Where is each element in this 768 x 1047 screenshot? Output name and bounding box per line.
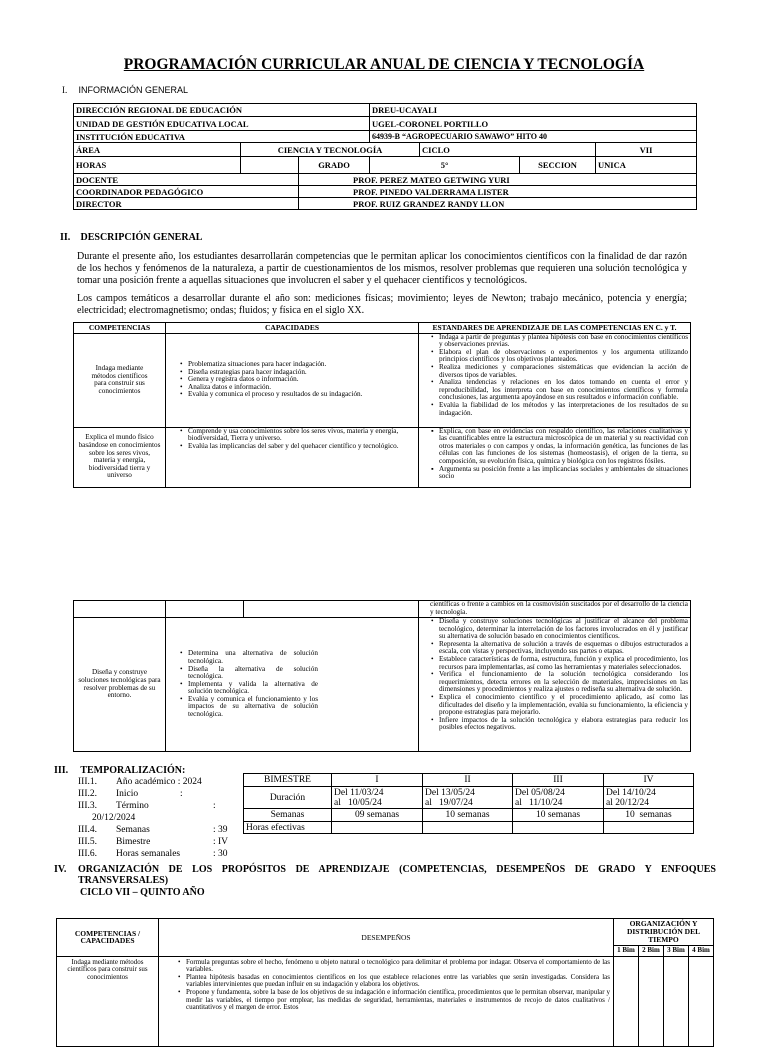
list-item: • Evalúa las implicancias del saber y del quehacer científico y tecnológico. (188, 443, 415, 451)
table-header: ESTANDARES DE APRENDIZAJE DE LAS COMPETENCIAS EN C. y T. (419, 323, 691, 334)
list-item: • Explica el conocimiento científico y el procedimiento aplicado, así como las dificultades del diseño y la implementación, evalúa su funcionamiento, la eficiencia y propone estrategias para mejorarlo. (439, 694, 688, 717)
table-header: 1 Bim (614, 946, 639, 957)
list-item: • Elabora el plan de observaciones o experimentos y los argumenta utilizando principios científicos y los objetivos planteados. (439, 349, 688, 364)
time-cell (689, 956, 714, 1046)
table-header: CAPACIDADES (166, 323, 419, 334)
info-value: CIENCIA Y TECNOLOGÍA (241, 143, 420, 157)
table-cell: 09 semanas (332, 809, 423, 822)
table-cell: 10 semanas (604, 809, 694, 822)
row-label: Duración (244, 787, 332, 809)
item-label: Semanas (116, 825, 150, 835)
list-item: • Evalúa y comunica el proceso y resultados de su indagación. (188, 391, 415, 399)
empty-cell (74, 601, 166, 618)
table-header: ORGANIZACIÓN Y DISTRIBUCIÓN DEL TIEMPO (614, 919, 714, 946)
table-cell (513, 787, 604, 809)
list-item: ▪ Argumenta su posición frente a las implicancias sociales y ambientales de situaciones socio (439, 466, 688, 481)
bimester-table (243, 773, 694, 834)
competency-cell: Diseña y construye soluciones tecnológicas para resolver problemas de su entorno. (74, 618, 166, 752)
table-header: I (332, 774, 423, 787)
page-title: PROGRAMACIÓN CURRICULAR ANUAL DE CIENCIA Y TECNOLOGÍA (123, 56, 645, 73)
learning-purposes-table (56, 918, 714, 1047)
info-key: HORAS (74, 157, 241, 174)
item-number: III.4. (78, 825, 97, 835)
list-item: • Realiza mediciones y comparaciones sistemáticas que evidencian la acción de diversos tipos de variables. (439, 364, 688, 379)
list-item: • Diseña la alternativa de solución tecnológica. (188, 666, 318, 681)
table-cell (513, 822, 604, 834)
table-header: 2 Bim (639, 946, 664, 957)
date-to: al 19/07/24 (425, 797, 473, 808)
section-2-heading (60, 232, 202, 243)
standards-cell (419, 333, 691, 427)
info-value: PROF. PEREZ MATEO GETWING YURI (299, 174, 697, 186)
date-from: Del 11/03/24 (334, 787, 384, 798)
table-header: COMPETENCIAS (74, 323, 166, 334)
list-item (78, 777, 238, 789)
row-label: Semanas (244, 809, 332, 822)
info-value: DREU-UCAYALI (370, 104, 697, 117)
description-paragraph: Durante el presente año, los estudiantes desarrollarán competencias que le permitan aplicar los conocimientos científicos con la finalidad de dar razón de los hechos y fenómenos de la naturaleza, a partir de cuestionamientos de los mismos, resolver problemas que requieren una solución tecnológica y tomar una posición frente a aquellas situaciones que involucren el saber y el quehacer científicos y tecnológicos. (77, 251, 687, 286)
item-number: III.3. (78, 801, 97, 811)
general-info-table (73, 103, 697, 210)
standards-cell (419, 427, 691, 487)
item-value: : (213, 801, 216, 811)
table-header: 4 Bim (689, 946, 714, 957)
date-from: Del 13/05/24 (425, 787, 475, 798)
date-to: al 11/10/24 (515, 797, 563, 808)
section-3-heading (54, 765, 185, 776)
competencies-table-continued (73, 600, 691, 752)
capacities-cell (166, 427, 419, 487)
info-key: CICLO (420, 143, 596, 157)
info-key: INSTITUCIÓN EDUCATIVA (74, 131, 370, 143)
description-paragraph: Los campos temáticos a desarrollar durante el año son: mediciones físicas; movimiento; leyes de Newton; trabajo mecánico, potencia y energía; electricidad; electromagnetismo; ondas; fluidos; y física en el siglo XX. (77, 293, 687, 316)
item-label: Horas semanales (116, 849, 181, 859)
empty-cell (166, 601, 244, 618)
info-key: GRADO (299, 157, 370, 174)
section-number: I. (62, 85, 68, 95)
table-cell: 10 semanas (513, 809, 604, 822)
section-label: ORGANIZACIÓN DE LOS PROPÓSITOS DE APRENDIZAJE (COMPETENCIAS, DESEMPEÑOS DE GRADO Y ENFOQUES TRANSVERSALES) (78, 864, 716, 886)
standards-cell (419, 618, 691, 752)
row-label: Horas efectivas (244, 822, 332, 834)
info-key: DIRECCIÓN REGIONAL DE EDUCACIÓN (74, 104, 370, 117)
date-from: Del 05/08/24 (515, 787, 565, 798)
capacities-cell (166, 333, 419, 427)
list-item (78, 813, 238, 825)
item-value: : (180, 789, 183, 799)
list-item: • Implementa y valida la alternativa de solución tecnológica. (188, 681, 318, 696)
info-value: UGEL-CORONEL PORTILLO (370, 117, 697, 131)
info-key: DOCENTE (74, 174, 299, 186)
performances-cell (159, 956, 614, 1046)
section-4-heading (54, 864, 716, 886)
table-header: II (423, 774, 513, 787)
table-cell (423, 787, 513, 809)
list-item: • Analiza datos e información. (188, 384, 415, 392)
time-cell (664, 956, 689, 1046)
item-value: : IV (213, 837, 229, 847)
section-4-subheading: CICLO VII – QUINTO AÑO (80, 887, 205, 898)
section-label: INFORMACIÓN GENERAL (78, 85, 189, 95)
info-value: PROF. PINEDO VALDERRAMA LISTER (299, 186, 697, 198)
competency-cell: Indaga mediante métodos científicos para construir sus conocimientos (74, 333, 166, 427)
item-number: III.6. (78, 849, 97, 859)
list-item: • Verifica el funcionamiento de la solución tecnológica considerando los requerimientos, detecta errores en la selección de materiales, imprecisiones en las dimensiones y procedimientos y realiza ajustes o rediseña su alternativa de solución. (439, 671, 688, 694)
section-1-heading (62, 85, 188, 95)
list-item (78, 837, 238, 849)
table-cell: 10 semanas (423, 809, 513, 822)
list-item (78, 789, 238, 801)
table-cell (423, 822, 513, 834)
info-key: UNIDAD DE GESTIÓN EDUCATIVA LOCAL (74, 117, 370, 131)
item-value: : 30 (213, 849, 228, 859)
table-header: 3 Bim (664, 946, 689, 957)
date-from: Del 14/10/24 (606, 787, 656, 798)
info-value: 5° (370, 157, 520, 174)
section-number: III. (54, 765, 69, 776)
info-value: VII (596, 143, 697, 157)
list-item (78, 801, 238, 813)
item-label: Año académico : 2024 (116, 777, 202, 787)
list-item: • Comprende y usa conocimientos sobre los seres vivos, materia y energía, biodiversidad, Tierra y universo. (188, 428, 415, 443)
list-item: • Establece características de forma, estructura, función y explica el procedimiento, los recursos para implementarlas, así como las herramientas y materiales seleccionados. (439, 656, 688, 671)
time-cell (639, 956, 664, 1046)
section-label: DESCRIPCIÓN GENERAL (80, 232, 203, 243)
item-number: III.1. (78, 777, 97, 787)
table-cell (332, 787, 423, 809)
list-item: • Infiere impactos de la solución tecnológica y elabora estrategias para reducir los posibles efectos negativos. (439, 717, 688, 732)
list-item: • Determina una alternativa de solución tecnológica. (188, 650, 318, 665)
date-to: al 20/12/24 (606, 797, 650, 808)
item-label: Inicio (116, 789, 139, 799)
list-item: ▪ Explica, con base en evidencias con respaldo científico, las relaciones cualitativas y las cuantificables entre la estructura microscópica de un material y su reactividad con otros materiales o con campos y ondas, la información genética, las funciones de las células con las funciones de los sistemas (homeostasis), el origen de la tierra, su composición, su evolución física, química y biológica con los registros fósiles. (439, 428, 688, 466)
capacities-cell (166, 618, 419, 752)
list-item: • Propone y fundamenta, sobre la base de los objetivos de su indagación e información científica, procedimientos que le permitan observar, manipular y medir las variables, el tiempo por emplear, las medidas de seguridad, herramientas, materiales e instrumentos de recojo de datos cualitativos / cuantitativos y el margen de error. Estos (186, 989, 610, 1012)
item-number: III.2. (78, 789, 97, 799)
table-cell (332, 822, 423, 834)
list-item: • Diseña estrategias para hacer indagación. (188, 369, 415, 377)
info-key: ÁREA (74, 143, 241, 157)
list-item: • Representa la alternativa de solución a través de esquemas o dibujos estructurados a escala, con vistas y perspectivas, incluyendo sus partes o etapas. (439, 641, 688, 656)
info-key: SECCION (520, 157, 596, 174)
list-item: • Problematiza situaciones para hacer indagación. (188, 361, 415, 369)
table-cell (604, 787, 694, 809)
item-label: Término (116, 801, 149, 811)
info-value: 64939-B “AGROPECUARIO SAWAWO” HITO 40 (370, 131, 697, 143)
list-item: • Diseña y construye soluciones tecnológicas al justificar el alcance del problema tecnológico, determinar la interrelación de los factores involucrados en él y justificar su alternativa de solución basado en conocimientos científicos. (439, 618, 688, 641)
info-value-empty (241, 157, 299, 174)
list-item: • Evalúa la fiabilidad de los métodos y las interpretaciones de los resultados de su indagación. (439, 402, 688, 417)
list-item: • Plantea hipótesis basadas en conocimientos científicos en los que establece relaciones entre las variables que serán investigadas. Considera las variables intervinientes que puedan influir en su indagación y elabora los objetivos. (186, 974, 610, 989)
time-cell (614, 956, 639, 1046)
info-value: UNICA (596, 157, 697, 174)
table-header: III (513, 774, 604, 787)
section-number: IV. (54, 864, 67, 875)
section-number: II. (60, 232, 71, 243)
competency-cell: Explica el mundo físico basándose en conocimientos sobre los seres vivos, materia y energía, biodiversidad tierra y universo (74, 427, 166, 487)
list-item: • Analiza tendencias y relaciones en los datos tomando en cuenta el error y reproducibilidad, los interpreta con base en conocimientos científicos y formula conclusiones, las argumenta apoyándose en sus resultados e información confiable. (439, 379, 688, 402)
list-item: • Indaga a partir de preguntas y plantea hipótesis con base en conocimientos científicos y observaciones previas. (439, 334, 688, 349)
item-value: : 39 (213, 825, 228, 835)
list-item (78, 849, 238, 861)
table-cell (604, 822, 694, 834)
info-key: COORDINADOR PEDAGÓGICO (74, 186, 299, 198)
section-label: TEMPORALIZACIÓN: (80, 765, 186, 776)
table-header: COMPETENCIAS / CAPACIDADES (57, 919, 159, 957)
item-label: Bimestre (116, 837, 151, 847)
date-to: al 10/05/24 (334, 797, 382, 808)
info-key: DIRECTOR (74, 198, 299, 210)
table-header: DESEMPEÑOS (159, 919, 614, 957)
info-value: PROF. RUIZ GRANDEZ RANDY LLON (299, 198, 697, 210)
empty-cell (244, 601, 419, 618)
competencies-table (73, 322, 691, 488)
list-item: • Formula preguntas sobre el hecho, fenómeno u objeto natural o tecnológico para delimitar el problema por indagar. Observa el comportamiento de las variables. (186, 959, 610, 974)
competency-cell: Indaga mediante métodos científicos para construir sus conocimientos (57, 956, 159, 1046)
temporalization-list (78, 777, 238, 861)
list-item (78, 825, 238, 837)
item-label: 20/12/2024 (92, 813, 136, 823)
table-header: BIMESTRE (244, 774, 332, 787)
table-header: IV (604, 774, 694, 787)
standards-continuation: científicas o frente a cambios en la cosmovisión suscitados por el desarrollo de la ciencia y tecnología. (419, 601, 691, 618)
list-item: • Genera y registra datos o información. (188, 376, 415, 384)
list-item: • Evalúa y comunica el funcionamiento y los impactos de su alternativa de solución tecnológica. (188, 696, 318, 719)
item-number: III.5. (78, 837, 97, 847)
